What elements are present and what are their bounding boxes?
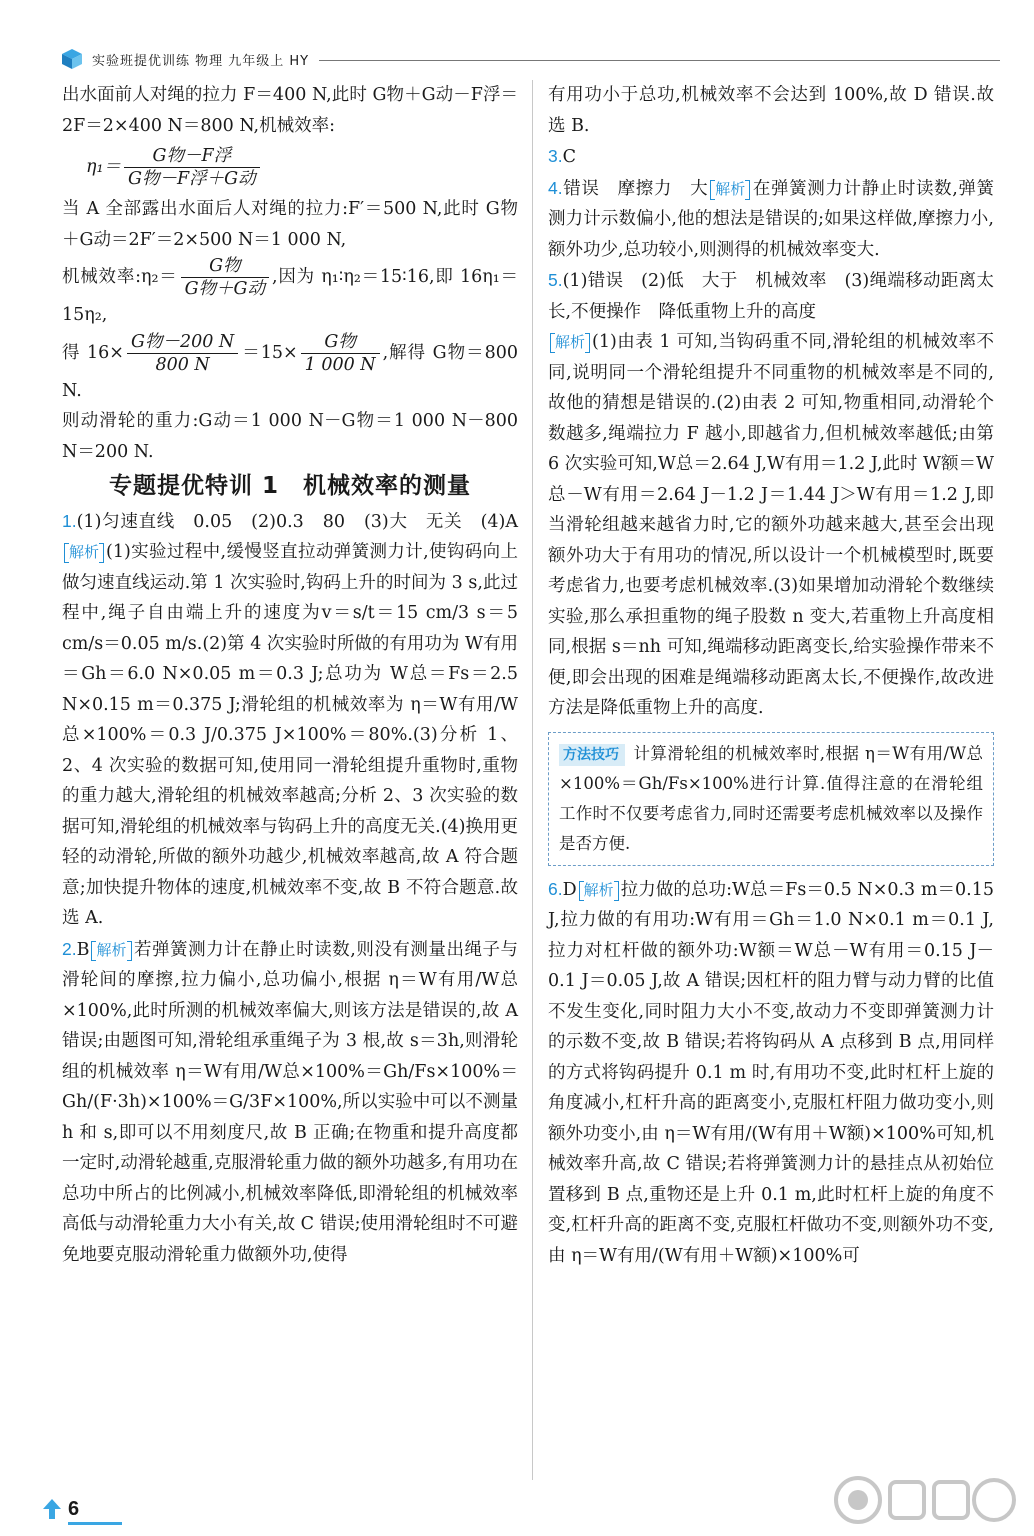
eta2-post: ,因为 η₁∶η₂＝15∶16,即 16η₁＝15η₂,	[62, 267, 518, 325]
q2-continued: 有用功小于总功,机械效率不会达到 100%,故 D 错误.故选 B.	[548, 85, 994, 136]
jiexi-tag: 解析	[66, 543, 102, 561]
header-rule	[319, 60, 1000, 61]
q2-text-a: 若弹簧测力计在静止时读数,则没有测量出绳子与滑轮间的摩擦,拉力偏小,总功偏小,根据 η＝W有用/W总×100%,此时所测的机械效率偏大,则该方法是错误的,故 A 错误;由题图可知,滑轮组承重绳子为 3 根,故 s＝3h,则滑轮组的机械效率 η＝W有用/W总×100%＝Gh/Fs×100%＝Gh/(F·3h)×100%＝G/3F×100%,	[62, 939, 518, 1112]
q6-answer: D	[562, 879, 577, 900]
solve-den-2: 1 000 N	[304, 354, 376, 375]
page-number	[42, 1494, 100, 1524]
q2-text-b: 所以实验中可以不测量 h 和 s,即可以不用刻度尺,故 B 正确;在物重和提升高度都一定时,动滑轮越重,克服滑轮重力做的额外功越多,有用功在总功中所占的比例减小,机械效率降低,即滑轮组的机械效率高低与动滑轮重力大小有关,故 C 错误;使用滑轮组时不可避免地要克服动滑轮重力做额外功,使得	[62, 1092, 518, 1265]
q4-answer: 错误 摩擦力 大	[562, 178, 709, 199]
q4-number: 4.	[548, 177, 563, 198]
tip-title: 方法技巧	[559, 744, 625, 766]
header-title: 实验班提优训练 物理 九年级上 HY	[92, 53, 310, 69]
q2	[62, 934, 518, 1271]
q6-number: 6.	[548, 878, 563, 899]
solve-mid: ＝15×	[241, 342, 298, 363]
q1-text-b: (2)第 4 次实验时所做的有用功为 W有用＝Gh＝6.0 N×0.05 m＝0.3 J;总功为 W总＝Fs＝2.5 N×0.15 m＝0.375 J;滑轮组的机械效率为 η＝W有用/W总×100%＝0.3 J/0.375 J×100%＝80%.	[62, 633, 518, 745]
q5-answer: (1)错误 (2)低 大于 机械效率 (3)绳端移动距离太长,不便操作 降低重物上升的高度	[548, 271, 994, 322]
eta2-line	[62, 255, 518, 331]
tip-text: 计算滑轮组的机械效率时,根据 η＝W有用/W总×100%＝Gh/Fs×100%进行计算.值得注意的在滑轮组工作时不仅要考虑省力,同时还需要考虑机械效率以及操作是否方便.	[559, 743, 983, 853]
right-column	[548, 80, 994, 1271]
q4-text: 在弹簧测力计静止时读数,弹簧测力计示数偏小,他的想法是错误的;如果这样做,摩擦力小,额外功少,总功较小,则测得的机械效率变大.	[548, 178, 995, 260]
eta1-formula	[62, 145, 518, 190]
solve-fraction-1	[127, 331, 238, 376]
q1-velocity: v＝s/t＝15 cm/3 s＝5 cm/s＝0.05 m/s.	[62, 603, 519, 654]
q1-number: 1.	[62, 510, 77, 531]
eta1-numerator: G物－F浮	[124, 145, 260, 168]
jiexi-tag: 解析	[93, 941, 129, 959]
column-divider	[532, 80, 533, 1480]
cube-logo-icon	[60, 47, 84, 71]
intro-2: 当 A 全部露出水面后人对绳的拉力:F′＝500 N,此时 G物＋G动＝2F′＝2×500 N＝1 000 N,	[62, 199, 518, 250]
intro-3: 则动滑轮的重力:G动＝1 000 N－G物＝1 000 N－800 N＝200 N.	[62, 411, 518, 462]
q1-text-a: (1)实验过程中,缓慢竖直拉动弹簧测力计,使钩码向上做匀速直线运动.第 1 次实验时,钩码上升的时间为 3 s,此过程中,绳子自由端上升的速度为	[62, 542, 518, 623]
eta1-denominator: G物－F浮＋G动	[128, 169, 256, 189]
watermark-logo	[830, 1470, 1020, 1530]
solve-pre: 得 16×	[62, 342, 124, 363]
q1	[62, 506, 518, 934]
left-column	[62, 80, 518, 1270]
q4	[548, 173, 994, 266]
q5-number: 5.	[548, 270, 563, 290]
q1-text-c: (3)分析 1、2、4 次实验的数据可知,使用同一滑轮组提升重物时,重物的重力越大,滑轮组的机械效率越高;分析 2、3 次实验的数据可知,滑轮组的机械效率与钩码上升的高度无关.(4)换用更轻的动滑轮,所做的额外功越少,机械效率越高,故 A 符合题意;加快提升物体的速度,机械效率不变,故 B 不符合题意.故选 A.	[62, 725, 518, 928]
intro-1: 出水面前人对绳的拉力 F＝400 N,此时 G物＋G动－F浮＝2F＝2×400 N＝800 N,机械效率:	[62, 85, 518, 136]
eta2-numerator: G物	[181, 255, 269, 278]
eta2-pre: 机械效率:η₂＝	[62, 267, 178, 287]
method-tip-box	[548, 732, 994, 866]
arrow-page-icon	[42, 1498, 62, 1520]
q1-answer: (1)匀速直线 0.05 (2)0.3 80 (3)大 无关 (4)A	[76, 511, 518, 532]
jiexi-tag: 解析	[552, 333, 588, 351]
q6	[548, 874, 994, 1272]
q5-text: (1)由表 1 可知,当钩码重不同,滑轮组的机械效率不同,说明同一个滑轮组提升不同重物的机械效率是不同的,故他的猜想是错误的.(2)由表 2 可知,物重相同,动滑轮个数越多,绳端拉力 F 越小,即越省力,但机械效率越低;由第 6 次实验可知,W总＝2.64 J,W有用＝1.2 J,此时 W额＝W总－W有用＝2.64 J－1.2 J＝1.44 J＞W有用＝1.2 J,即当滑轮组越来越省力时,它的额外功越来越大,甚至会出现额外功大于有用功的情况,所以设计一个机械模型时,既要考虑省力,也要考虑机械效率.(3)如果增加动滑轮个数继续实验,那么承担重物的绳子股数 n 变大,若重物上升高度相同,根据 s＝nh 可知,绳端移动距离变长,给实验操作带来不便,即会出现的困难是绳端移动距离太长,不便操作,故改进方法是降低重物上升的高度.	[548, 332, 994, 718]
jiexi-tag: 解析	[712, 180, 748, 198]
q5-explanation	[548, 327, 994, 724]
solve-den-1: 800 N	[155, 354, 210, 375]
page-number-text: 6	[68, 1497, 80, 1520]
solve-num-1: G物－200 N	[127, 331, 238, 354]
solve-num-2: G物	[301, 331, 380, 354]
q3	[548, 141, 994, 173]
page-header	[60, 44, 1000, 74]
q3-number: 3.	[548, 146, 563, 166]
q6-text: 拉力做的总功:W总＝Fs＝0.5 N×0.3 m＝0.15 J,拉力做的有用功:W有用＝Gh＝1.0 N×0.1 m＝0.1 J,拉力对杠杆做的额外功:W额＝W总－W有用＝0.15 J－0.1 J＝0.05 J,故 A 错误;因杠杆的阻力臂与动力臂的比值不发生变化,同时阻力大小不变,故动力不变即弹簧测力计的示数不变,故 B 错误;若将钩码从 A 点移到 B 点,用同样的方式将钩码提升 0.1 m 时,有用功不变,此时杠杆上旋的角度减小,杠杆升高的距离变小,克服杠杆阻力做功变小,则额外功变小,由 η＝W有用/(W有用＋W额)×100%可知,机械效率升高,故 C 错误;若将弹簧测力计的悬挂点从初始位置移到 B 点,重物还是上升 0.1 m,此时杠杆上旋的角度不变,杠杆升高的距离不变,克服杠杆做功不变,则额外功不变,由 η＝W有用/(W有用＋W额)×100%可	[548, 879, 994, 1266]
eta2-denominator: G物＋G动	[184, 279, 266, 299]
q5	[548, 265, 994, 327]
eta1-fraction	[124, 145, 260, 190]
q2-answer: B	[76, 939, 90, 960]
solve-line	[62, 331, 518, 407]
q2-number: 2.	[62, 938, 77, 959]
solve-post: ,解得 G物＝800 N.	[62, 342, 519, 401]
jiexi-tag: 解析	[581, 881, 617, 899]
solve-fraction-2	[301, 331, 380, 376]
q3-answer: C	[562, 147, 576, 167]
page-number-underline	[68, 1522, 122, 1525]
eta1-lhs: η₁＝	[86, 157, 121, 177]
section-title: 专题提优特训 1 机械效率的测量	[108, 473, 471, 499]
eta2-fraction	[181, 255, 269, 300]
